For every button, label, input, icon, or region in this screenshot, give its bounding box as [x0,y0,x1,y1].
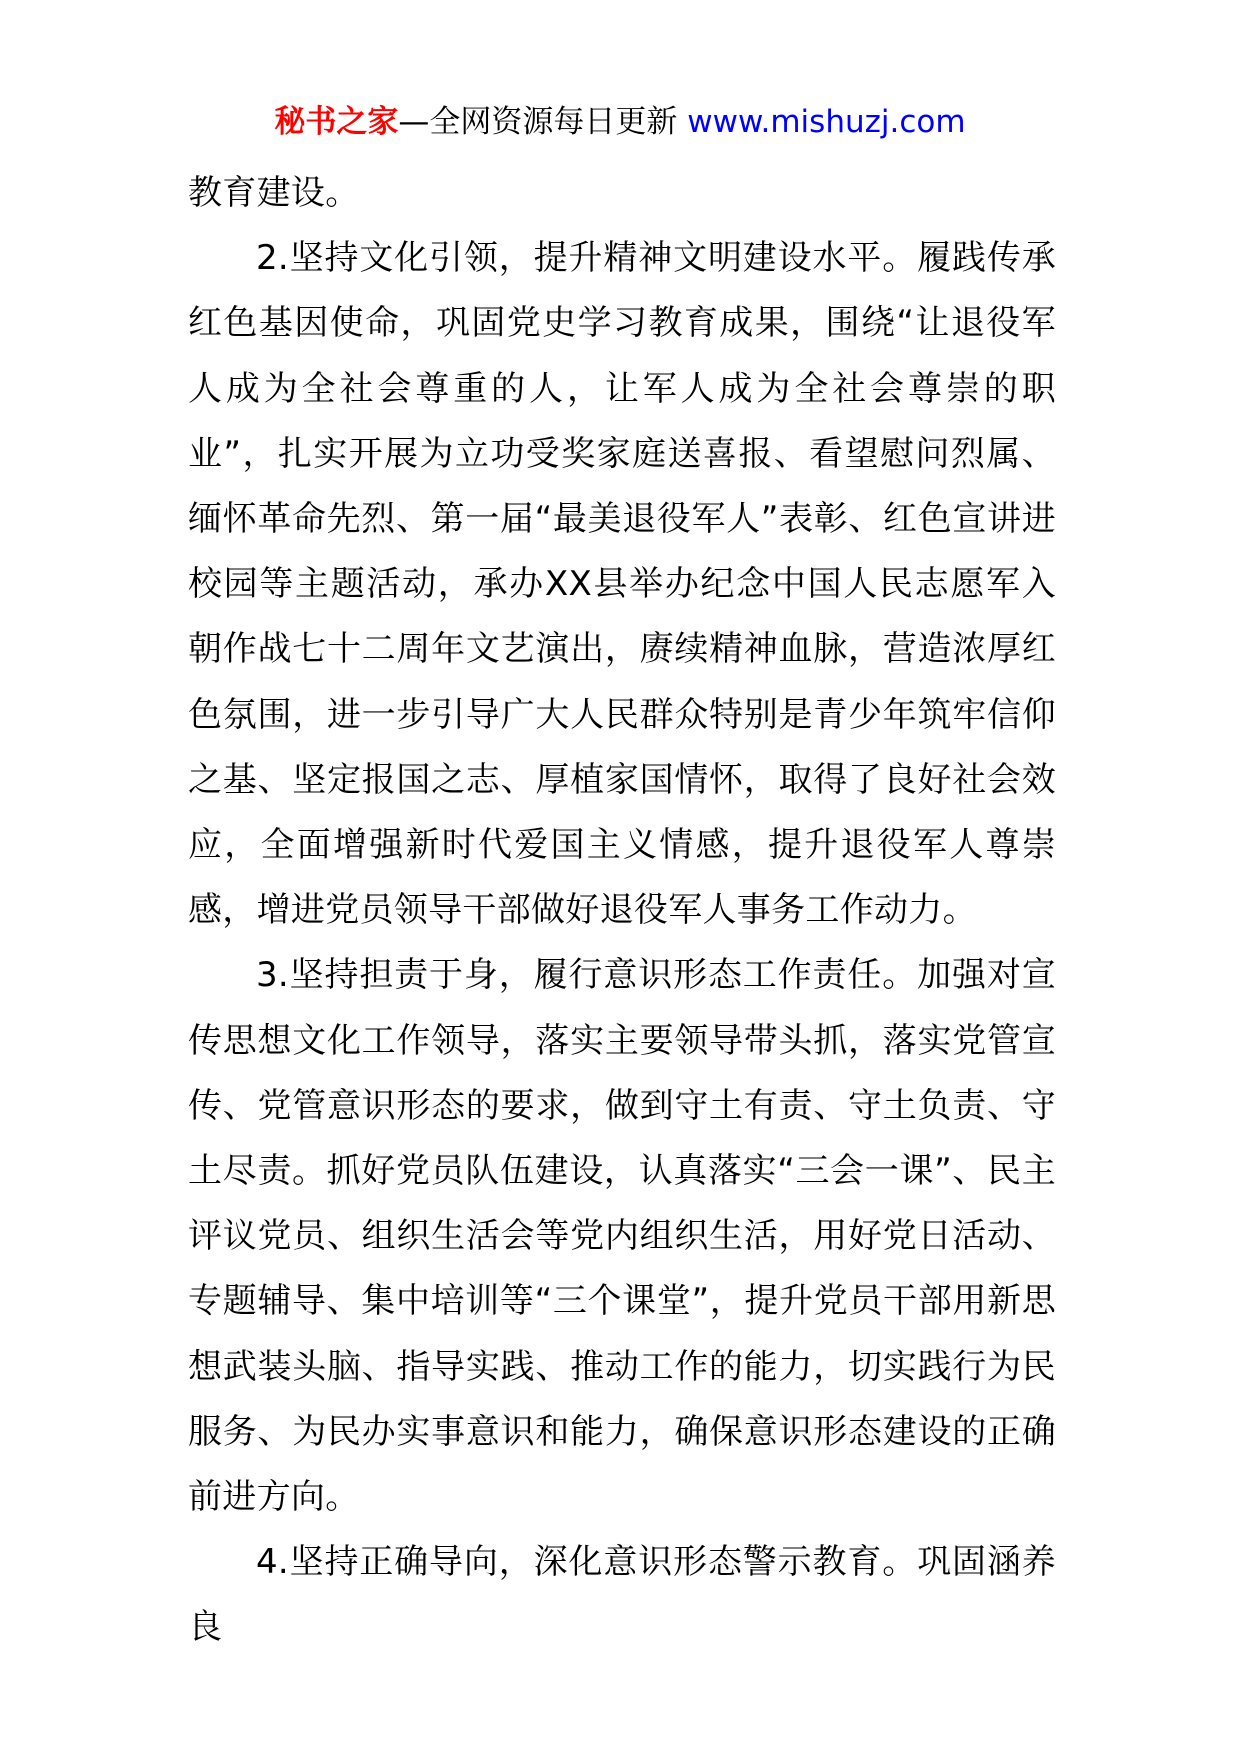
paragraph-2: 2.坚持文化引领，提升精神文明建设水平。履践传承红色基因使命，巩固党史学习教育成果，围绕“让退役军人成为全社会尊重的人，让军人成为全社会尊崇的职业”，扎实开展为立功受奖家庭送喜报、看望慰问烈属、缅怀革命先烈、第一届“最美退役军人”表彰、红色宣讲进校园等主题活动，承办XX县举办纪念中国人民志愿军入朝作战七十二周年文艺演出，赓续精神血脉，营造浓厚红色氛围，进一步引导广大人民群众特别是青少年筑牢信仰之基、坚定报国之志、厚植家国情怀，取得了良好社会效应，全面增强新时代爱国主义情感，提升退役军人尊崇感，增进党员领导干部做好退役军人事务工作动力。 [188,238,1056,931]
paragraph-4: 4.坚持正确导向，深化意识形态警示教育。巩固涵养良 [188,1542,1056,1648]
header-tagline: —全网资源每日更新 [398,104,688,140]
paragraph-continuation: 教育建设。 [188,173,360,213]
page-header [0,100,1240,144]
paragraph-3: 3.坚持担责于身，履行意识形态工作责任。加强对宣传思想文化工作领导，落实主要领导带头抓，落实党管宣传、党管意识形态的要求，做到守土有责、守土负责、守土尽责。抓好党员队伍建设，认真落实“三会一课”、民主评议党员、组织生活会等党内组织生活，用好党日活动、专题辅导、集中培训等“三个课堂”，提升党员干部用新思想武装头脑、指导实践、推动工作的能力，切实践行为民服务、为民办实事意识和能力，确保意识形态建设的正确前进方向。 [188,955,1056,1518]
site-url[interactable]: www.mishuzj.com [687,104,966,140]
brand-name: 秘书之家 [274,104,399,140]
document-body [188,161,1056,1661]
